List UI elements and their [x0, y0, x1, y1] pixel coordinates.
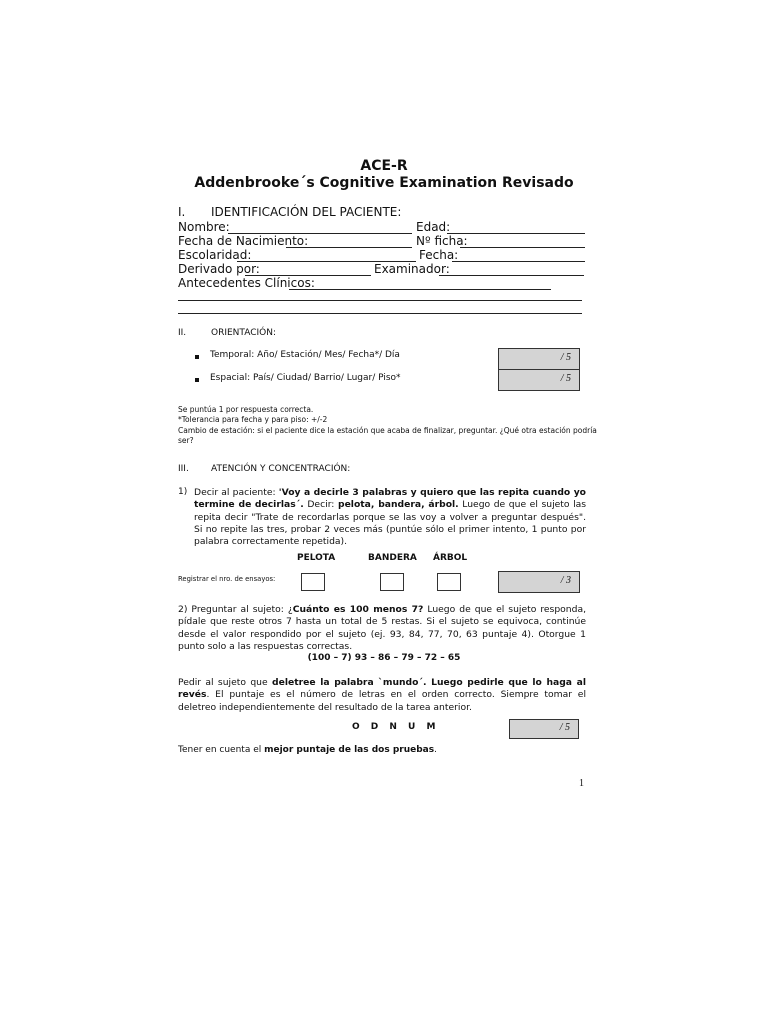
item2-instructions: 2) Preguntar al sujeto: ¿Cuánto es 100 menos 7? Luego de que el sujeto responda, pídale que reste otros 7 hasta un total de 5 restas. Si el sujeto se equivoca, continúe desde el valor respondido por el sujeto (ej. 93, 84, 77, 70, 63 puntaje 4). Otorgue 1 punto solo a las respuestas correctas.	[178, 604, 587, 652]
section3-title: ATENCIÓN Y CONCENTRACIÓN:	[211, 464, 351, 474]
form-title: ACE-R	[360, 158, 408, 174]
ficha-label: Nº ficha:	[416, 234, 468, 248]
note-scoring: Se puntúa 1 por respuesta correcta.	[178, 405, 314, 414]
espacial-score: / 5	[560, 373, 571, 384]
derivado-label: Derivado por:	[178, 262, 260, 276]
words-score-box[interactable]	[498, 571, 580, 593]
nombre-label: Nombre:	[178, 220, 230, 234]
temporal-score-box[interactable]	[498, 348, 580, 370]
register-trials-label: Registrar el nro. de ensayos:	[178, 575, 276, 583]
note-tolerance: *Tolerancia para fecha y para piso: +/-2	[178, 415, 328, 424]
section3-number: III.	[178, 464, 189, 474]
odnum-score-box[interactable]	[509, 719, 579, 739]
edad-label: Edad:	[416, 220, 451, 234]
odnum-score: / 5	[559, 722, 570, 733]
odnum-word: O D N U M	[352, 722, 440, 732]
words-score: / 3	[560, 575, 571, 586]
fecha-field[interactable]	[452, 261, 585, 262]
final-note: Tener en cuenta el mejor puntaje de las dos pruebas.	[178, 745, 437, 755]
subtraction-sequence: (100 – 7) 93 – 86 – 79 – 72 – 65	[307, 653, 461, 663]
section2-title: ORIENTACIÓN:	[211, 328, 276, 338]
espacial-score-box[interactable]	[498, 369, 580, 391]
section1-title: IDENTIFICACIÓN DEL PACIENTE:	[211, 205, 402, 219]
section2-number: II.	[178, 328, 187, 338]
fecha-label: Fecha:	[419, 248, 459, 262]
fecha-nacimiento-field[interactable]	[286, 247, 412, 248]
bullet-icon	[195, 378, 199, 382]
trials-box-bandera[interactable]	[380, 573, 404, 591]
espacial-item: Espacial: País/ Ciudad/ Barrio/ Lugar/ Piso*	[210, 373, 401, 383]
temporal-score: / 5	[560, 352, 571, 363]
word-arbol: ÁRBOL	[433, 553, 468, 563]
page-number: 1	[579, 778, 584, 789]
trials-box-pelota[interactable]	[301, 573, 325, 591]
antecedentes-field-1[interactable]	[289, 289, 551, 290]
note-season: Cambio de estación: si el paciente dice la estación que acaba de finalizar, preguntar. ¿Qué otra estación podría	[178, 426, 597, 435]
examinador-label: Examinador:	[374, 262, 450, 276]
note-season-cont: ser?	[178, 436, 194, 445]
word-bandera: BANDERA	[368, 553, 417, 563]
fecha-nacimiento-label: Fecha de Nacimiento:	[178, 234, 309, 248]
edad-field[interactable]	[447, 233, 585, 234]
form-subtitle: Addenbrooke´s Cognitive Examination Revisado	[194, 175, 574, 191]
section1-number: I.	[178, 205, 186, 219]
trials-box-arbol[interactable]	[437, 573, 461, 591]
temporal-item: Temporal: Año/ Estación/ Mes/ Fecha*/ Día	[210, 350, 400, 360]
antecedentes-field-3[interactable]	[178, 313, 582, 314]
ficha-field[interactable]	[460, 247, 585, 248]
word-pelota: PELOTA	[297, 553, 336, 563]
examinador-field[interactable]	[439, 275, 584, 276]
item1-instructions: Decir al paciente: 'Voy a decirle 3 palabras y quiero que las repita cuando yo termine de decirlas´. Decir: pelota, bandera, árbol. Luego de que el sujeto las repita decir "Trate de recordarlas porque se las voy a volver a preguntar después". Si no repite las tres, probar 2 veces más (puntúe sólo el primer intento, 1 punto por palabra correctamente repetida).	[194, 487, 587, 548]
bullet-icon	[195, 355, 199, 359]
item1-number: 1)	[178, 487, 188, 497]
item3-instructions: Pedir al sujeto que deletree la palabra `mundo´. Luego pedirle que lo haga al revés. El puntaje es el número de letras en el orden correcto. Siempre tomar el deletreo independientemente del resultado de la tarea anterior.	[178, 677, 587, 713]
escolaridad-label: Escolaridad:	[178, 248, 252, 262]
antecedentes-label: Antecedentes Clínicos:	[178, 276, 315, 290]
antecedentes-field-2[interactable]	[178, 300, 582, 301]
